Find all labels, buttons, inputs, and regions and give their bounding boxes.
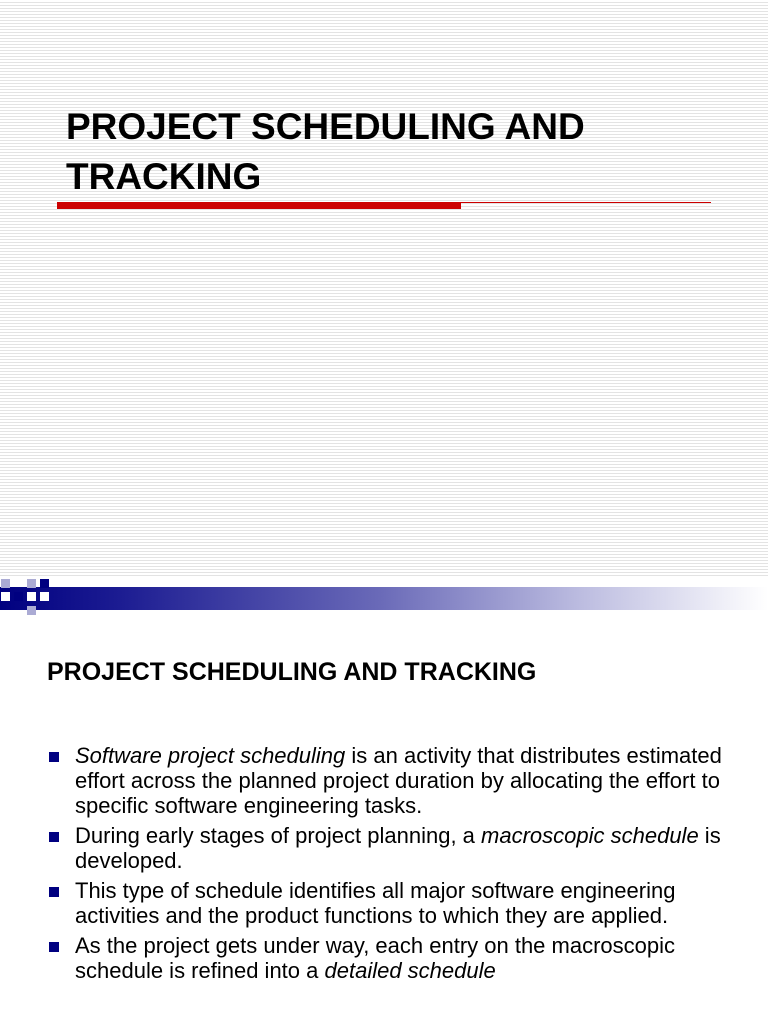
deco-square [40,579,49,588]
deco-square [27,579,36,588]
emphasis-term: macroscopic schedule [481,823,699,848]
bullet-body: This type of schedule identifies all major software engineering activities and the product functions to which they are applied. [75,878,676,928]
deco-square [1,592,10,601]
deco-square [1,579,10,588]
deco-square [14,592,23,601]
bullet-body: As the project gets under way, each entry on the macroscopic schedule is refined into a [75,933,676,983]
slide-heading: PROJECT SCHEDULING AND TRACKING [47,658,537,686]
list-item [47,823,737,873]
square-bullet-icon [49,887,59,897]
list-item [47,878,737,928]
title-underline-thick [57,202,461,209]
emphasis-term: Software project scheduling [75,743,346,768]
bullet-body: During early stages of project planning, a [75,823,482,848]
bullet-body: is an activity that distributes estimated effort across the planned project duration by allocating the effort to specific software engineering tasks. [75,743,722,818]
emphasis-term: detailed schedule [324,958,496,983]
square-bullet-icon [49,832,59,842]
deco-square [27,606,36,615]
bullet-list [47,743,737,988]
bullet-text [75,743,722,818]
deco-square [27,592,36,601]
slide-title: PROJECT SCHEDULING AND TRACKING [66,106,585,197]
header-gradient-band [0,587,768,610]
bullet-text [75,823,721,873]
bullet-text [75,878,675,928]
list-item [47,933,737,983]
deco-square [40,592,49,601]
list-item [47,743,737,818]
square-bullet-icon [49,942,59,952]
square-bullet-icon [49,752,59,762]
bullet-body: is developed. [75,823,721,873]
title-underline-thin [461,202,711,203]
content-slide [0,576,768,1024]
bullet-text [75,933,675,983]
